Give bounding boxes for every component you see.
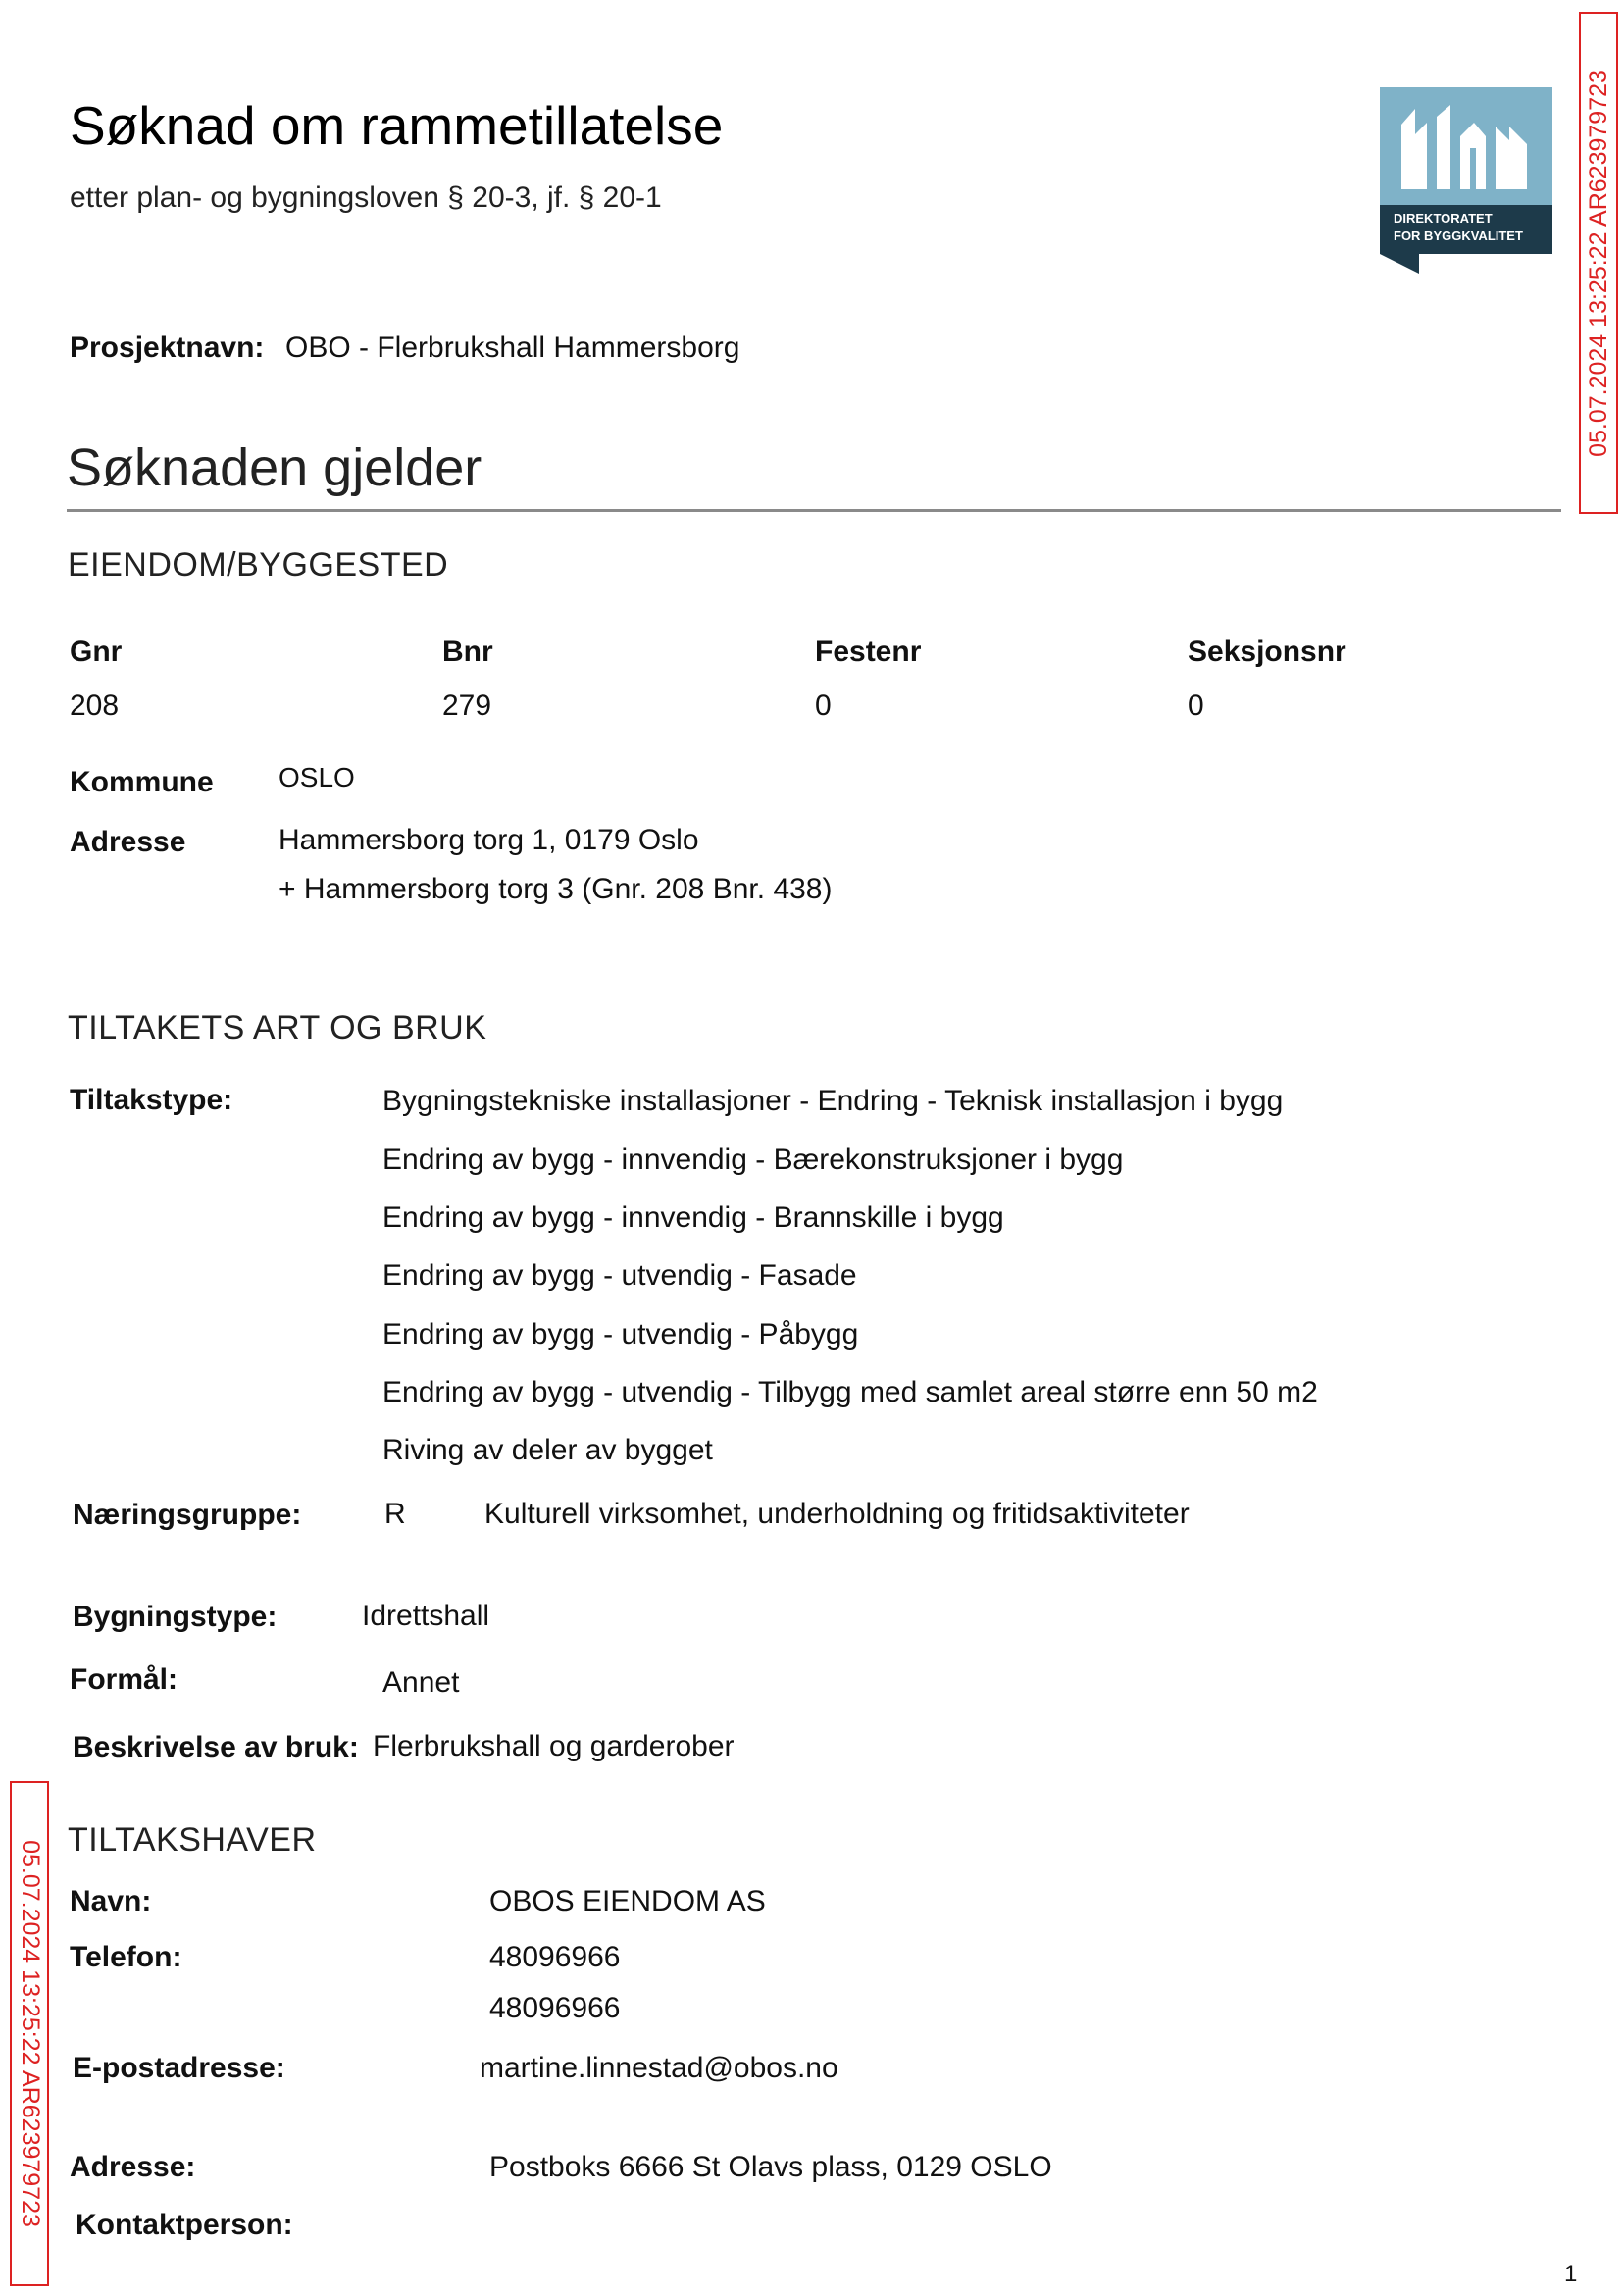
telefon-value-1: 48096966 — [489, 1941, 621, 1973]
seksjonsnr-value: 0 — [1188, 689, 1204, 722]
property-heading: EIENDOM/BYGGESTED — [68, 546, 449, 584]
tiltakstype-item: Endring av bygg - utvendig - Fasade — [382, 1259, 857, 1292]
formal-label: Formål: — [70, 1663, 178, 1696]
bnr-value: 279 — [442, 689, 492, 722]
dibk-logo — [1380, 87, 1552, 274]
bygningstype-value: Idrettshall — [362, 1600, 490, 1632]
navn-label: Navn: — [70, 1885, 152, 1917]
logo-line1: DIREKTORATET — [1394, 211, 1493, 226]
seksjonsnr-label: Seksjonsnr — [1188, 636, 1346, 668]
naeringsgruppe-code: R — [384, 1498, 406, 1530]
tiltakstype-label: Tiltakstype: — [70, 1084, 233, 1116]
stamp-text: 05.07.2024 13:25:22 AR623979723 — [16, 1840, 44, 2227]
festenr-label: Festenr — [815, 636, 922, 668]
document-title: Søknad om rammetillatelse — [70, 95, 724, 156]
bygningstype-label: Bygningstype: — [73, 1601, 278, 1633]
document-subtitle: etter plan- og bygningsloven § 20-3, jf. § 20-1 — [70, 181, 662, 214]
festenr-value: 0 — [815, 689, 832, 722]
building-logo-icon — [1380, 87, 1552, 274]
formal-value: Annet — [382, 1666, 460, 1699]
page-number: 1 — [1564, 2261, 1578, 2287]
tiltakshaver-adresse-value: Postboks 6666 St Olavs plass, 0129 OSLO — [489, 2151, 1052, 2183]
kommune-label: Kommune — [70, 766, 214, 798]
tiltak-heading: TILTAKETS ART OG BRUK — [68, 1009, 487, 1046]
navn-value: OBOS EIENDOM AS — [489, 1885, 766, 1917]
stamp-text: 05.07.2024 13:25:22 AR623979723 — [1584, 69, 1612, 457]
tiltakstype-item: Endring av bygg - utvendig - Påbygg — [382, 1318, 859, 1351]
timestamp-stamp-left — [10, 1781, 49, 2286]
adresse-line-2: + Hammersborg torg 3 (Gnr. 208 Bnr. 438) — [279, 873, 833, 905]
telefon-value-2: 48096966 — [489, 1992, 621, 2024]
tiltakstype-item: Bygningstekniske installasjoner - Endring - Teknisk installasjon i bygg — [382, 1085, 1284, 1117]
beskrivelse-value: Flerbrukshall og garderober — [373, 1730, 735, 1762]
tiltakshaver-adresse-label: Adresse: — [70, 2151, 196, 2183]
kontaktperson-label: Kontaktperson: — [76, 2209, 293, 2241]
telefon-label: Telefon: — [70, 1941, 182, 1973]
naeringsgruppe-label: Næringsgruppe: — [73, 1499, 302, 1531]
bnr-label: Bnr — [442, 636, 493, 668]
tiltakstype-item: Endring av bygg - innvendig - Brannskille i bygg — [382, 1201, 1004, 1234]
tiltakstype-item: Endring av bygg - utvendig - Tilbygg med samlet areal større enn 50 m2 — [382, 1376, 1318, 1408]
tiltakstype-item: Endring av bygg - innvendig - Bærekonstruksjoner i bygg — [382, 1144, 1124, 1176]
gnr-label: Gnr — [70, 636, 123, 668]
logo-line2: FOR BYGGKVALITET — [1394, 229, 1523, 243]
naeringsgruppe-text: Kulturell virksomhet, underholdning og fritidsaktiviteter — [484, 1498, 1190, 1530]
beskrivelse-label: Beskrivelse av bruk: — [73, 1731, 359, 1763]
adresse-line-1: Hammersborg torg 1, 0179 Oslo — [279, 824, 699, 856]
project-name-label: Prosjektnavn: — [70, 331, 265, 364]
timestamp-stamp-right — [1579, 12, 1618, 514]
kommune-value: OSLO — [279, 762, 355, 792]
epost-value: martine.linnestad@obos.no — [480, 2052, 838, 2084]
epost-label: E-postadresse: — [73, 2052, 285, 2084]
gnr-value: 208 — [70, 689, 120, 722]
section-divider — [67, 509, 1561, 512]
section-title: Søknaden gjelder — [67, 438, 482, 497]
adresse-label: Adresse — [70, 826, 186, 858]
tiltakstype-item: Riving av deler av bygget — [382, 1434, 713, 1466]
project-name-value: OBO - Flerbrukshall Hammersborg — [285, 331, 740, 364]
tiltakshaver-heading: TILTAKSHAVER — [68, 1821, 317, 1859]
